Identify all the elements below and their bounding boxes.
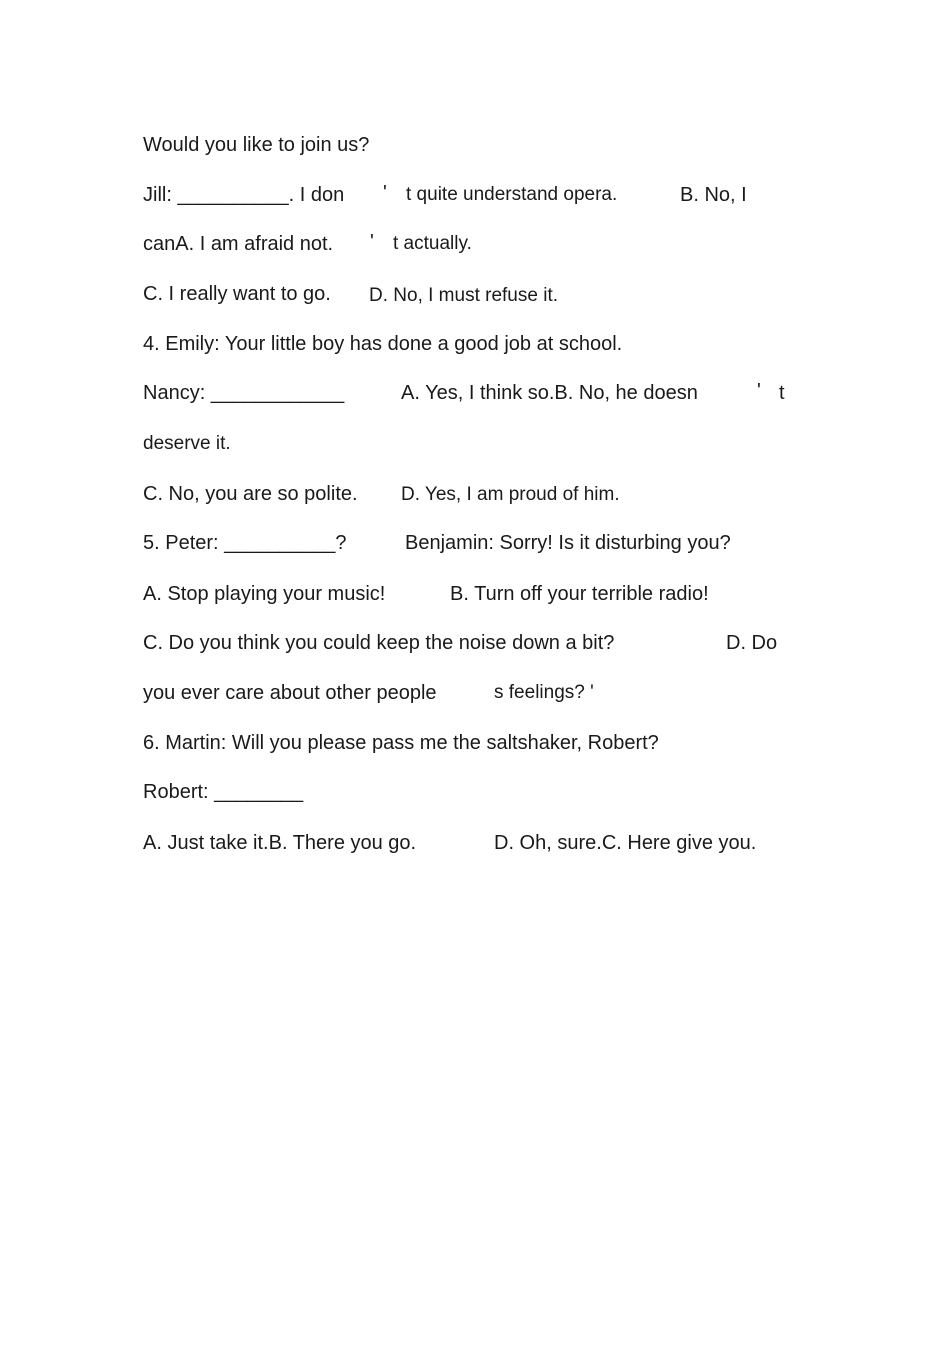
option-d: D. No, I must refuse it. (369, 285, 558, 306)
dialogue-line-robert: Robert: ________ (143, 781, 304, 803)
dialogue-line-jill: Jill: __________. I don (143, 184, 345, 206)
dialogue-line-jill-continued: t quite understand opera. (406, 184, 618, 205)
dialogue-line-nancy: Nancy: ____________ (143, 382, 345, 404)
dialogue-line-benjamin: Benjamin: Sorry! Is it disturbing you? (405, 532, 731, 554)
options-a-b: A. Just take it.B. There you go. (143, 832, 417, 854)
apostrophe-mark: ' (757, 380, 761, 402)
option-d-continued: you ever care about other people (143, 682, 437, 704)
option-a: A. Stop playing your music! (143, 583, 386, 605)
apostrophe-mark: ' (370, 231, 374, 253)
apostrophe-mark: ' (383, 182, 387, 204)
options-d-c: D. Oh, sure.C. Here give you. (494, 832, 757, 854)
option-d-continued: s feelings? ' (494, 682, 594, 703)
option-d: D. Yes, I am proud of him. (401, 484, 620, 505)
option-d: D. Do (726, 632, 778, 654)
question-5-prompt: 5. Peter: __________? (143, 532, 347, 554)
question-prompt: Would you like to join us? (143, 134, 370, 156)
option-b: B. No, I (680, 184, 747, 206)
option-a: canA. I am afraid not. (143, 233, 334, 255)
option-c: C. Do you think you could keep the noise down a bit? (143, 632, 615, 654)
option-b-continued: deserve it. (143, 433, 231, 454)
option-b-continued: t actually. (393, 233, 472, 254)
option-c: C. I really want to go. (143, 283, 331, 305)
option-c: C. No, you are so polite. (143, 483, 358, 505)
question-6-prompt: 6. Martin: Will you please pass me the saltshaker, Robert? (143, 732, 659, 754)
question-4-prompt: 4. Emily: Your little boy has done a good job at school. (143, 333, 623, 355)
options-a-b: A. Yes, I think so.B. No, he doesn (401, 382, 698, 404)
option-b: B. Turn off your terrible radio! (450, 583, 709, 605)
option-b-continued: t (779, 382, 785, 404)
